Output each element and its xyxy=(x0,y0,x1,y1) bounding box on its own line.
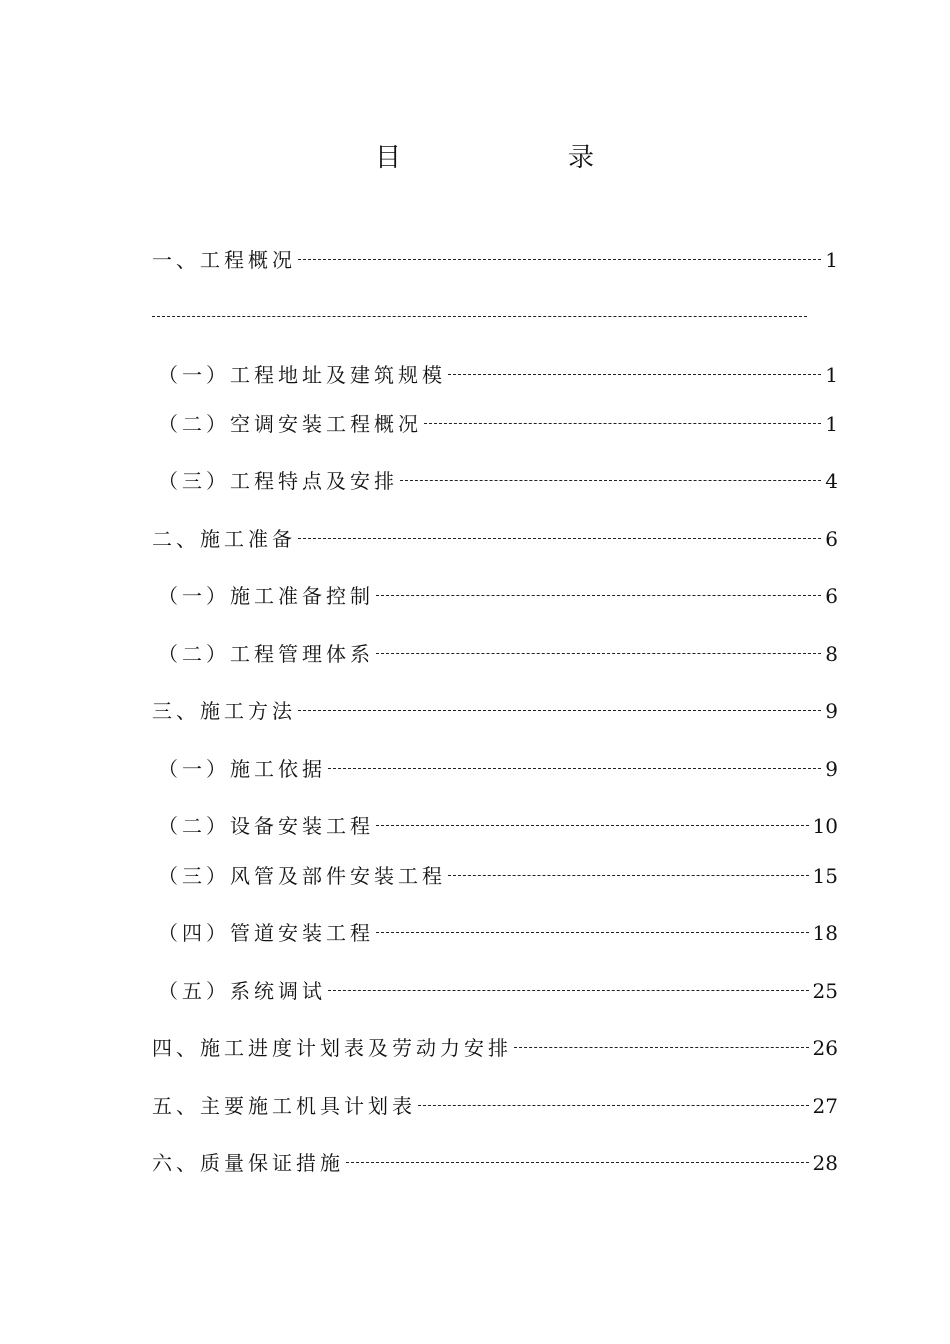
toc-leader xyxy=(514,1047,809,1048)
toc-leader xyxy=(328,768,821,769)
toc-entry-page: 6 xyxy=(825,527,838,551)
toc-entry-label: （二）设备安装工程 xyxy=(158,814,374,838)
toc-leader xyxy=(448,875,809,876)
toc-entry[interactable] xyxy=(152,524,838,554)
toc-entry-page: 10 xyxy=(812,814,838,838)
toc-leader xyxy=(376,595,821,596)
toc-entry[interactable] xyxy=(152,811,838,841)
toc-entry-page: 15 xyxy=(812,864,838,888)
toc-entry[interactable] xyxy=(152,581,838,611)
toc-entry[interactable] xyxy=(152,1148,838,1178)
toc-entry[interactable] xyxy=(152,360,838,390)
toc-entry[interactable] xyxy=(152,245,838,275)
toc-title-char-1: 目 xyxy=(375,143,402,173)
toc-entry[interactable] xyxy=(152,466,838,496)
toc-leader xyxy=(328,990,809,991)
toc-entry-label: （一）工程地址及建筑规模 xyxy=(158,363,446,387)
toc-leader xyxy=(400,480,821,481)
toc-leader xyxy=(418,1105,809,1106)
toc-entry[interactable] xyxy=(152,696,838,726)
toc-entry-page: 1 xyxy=(825,248,838,272)
toc-leader xyxy=(448,374,821,375)
toc-title-char-2: 录 xyxy=(568,143,595,173)
toc-entry[interactable] xyxy=(152,1091,838,1121)
toc-entry[interactable] xyxy=(152,918,838,948)
toc-title xyxy=(0,138,950,178)
toc-leader xyxy=(376,932,809,933)
toc-entry-page: 9 xyxy=(825,699,838,723)
toc-entry-page: 8 xyxy=(825,642,838,666)
toc-leader xyxy=(424,423,821,424)
toc-entry-page: 1 xyxy=(825,363,838,387)
toc-entry-label: （五）系统调试 xyxy=(158,979,326,1003)
toc-leader xyxy=(298,259,821,260)
toc-entry-label: 四、施工进度计划表及劳动力安排 xyxy=(152,1036,512,1060)
toc-entry-label: （一）施工依据 xyxy=(158,757,326,781)
toc-entry[interactable] xyxy=(152,976,838,1006)
toc-leader xyxy=(376,825,809,826)
toc-entry-label: （二）空调安装工程概况 xyxy=(158,412,422,436)
toc-entry-label: （四）管道安装工程 xyxy=(158,921,374,945)
toc-entry-label: 一、工程概况 xyxy=(152,248,296,272)
toc-leader xyxy=(376,653,821,654)
dashed-separator xyxy=(152,316,807,317)
toc-leader xyxy=(298,538,821,539)
toc-entry-page: 18 xyxy=(812,921,838,945)
toc-entry[interactable] xyxy=(152,1033,838,1063)
toc-entry-page: 1 xyxy=(825,412,838,436)
toc-entry-page: 27 xyxy=(812,1094,838,1118)
toc-entry[interactable] xyxy=(152,754,838,784)
toc-entry-label: 二、施工准备 xyxy=(152,527,296,551)
toc-leader xyxy=(346,1162,809,1163)
toc-entry-page: 26 xyxy=(812,1036,838,1060)
toc-entry-page: 28 xyxy=(812,1151,838,1175)
toc-entry-label: 五、主要施工机具计划表 xyxy=(152,1094,416,1118)
toc-leader xyxy=(298,710,821,711)
toc-entry-page: 9 xyxy=(825,757,838,781)
toc-entry-label: 三、施工方法 xyxy=(152,699,296,723)
toc-entry-label: （三）工程特点及安排 xyxy=(158,469,398,493)
toc-entry-page: 25 xyxy=(812,979,838,1003)
toc-entry-label: （一）施工准备控制 xyxy=(158,584,374,608)
toc-entry[interactable] xyxy=(152,861,838,891)
toc-entry-page: 6 xyxy=(825,584,838,608)
toc-entry-label: 六、质量保证措施 xyxy=(152,1151,344,1175)
toc-entry-label: （三）风管及部件安装工程 xyxy=(158,864,446,888)
toc-entry-label: （二）工程管理体系 xyxy=(158,642,374,666)
toc-entry[interactable] xyxy=(152,409,838,439)
toc-entry[interactable] xyxy=(152,639,838,669)
toc-entry-page: 4 xyxy=(825,469,838,493)
